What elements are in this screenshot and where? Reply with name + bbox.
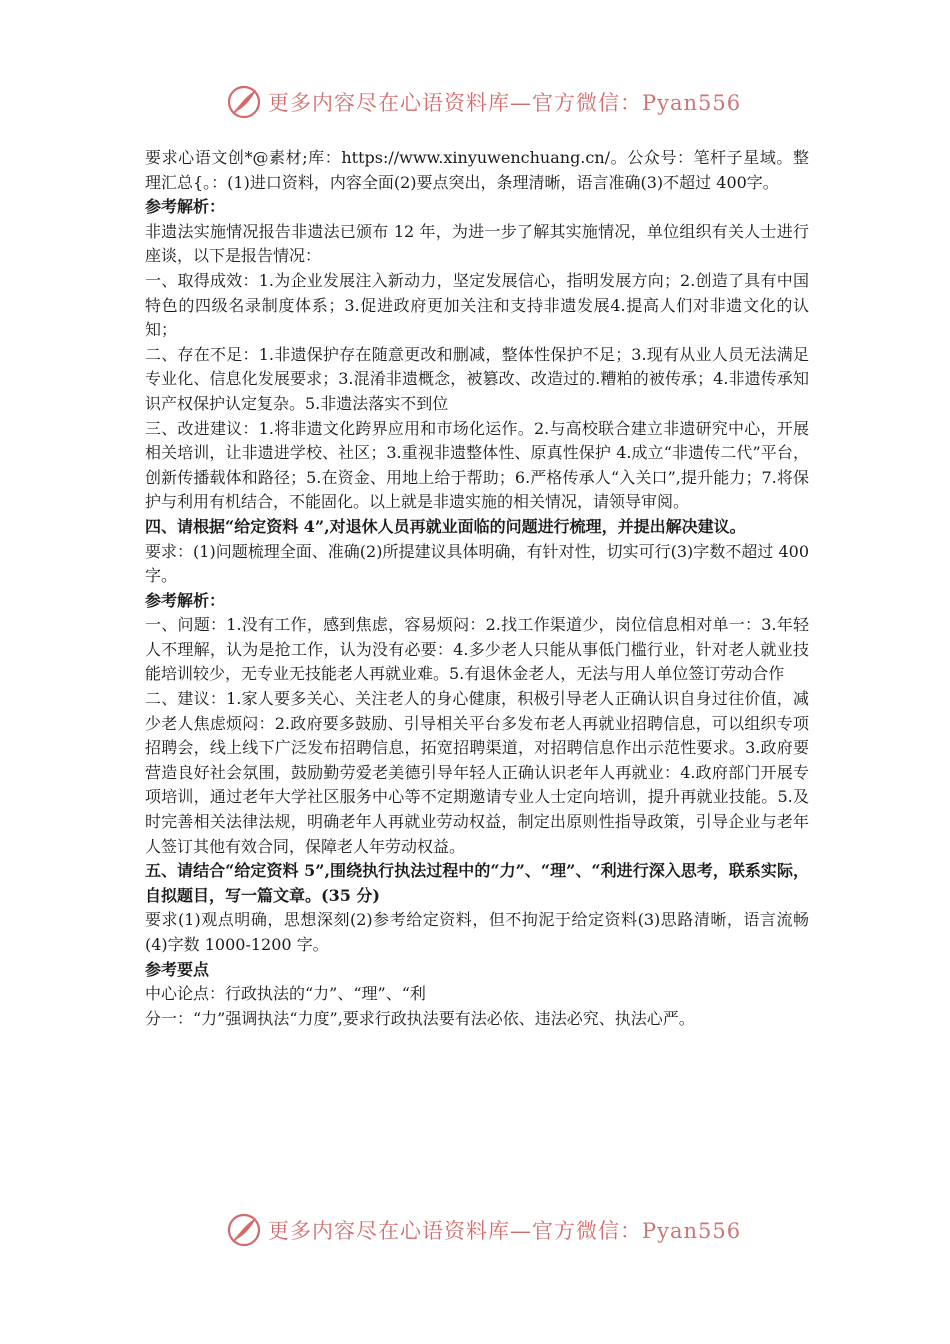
banner-text bbox=[268, 87, 741, 117]
document-body bbox=[145, 146, 809, 1031]
question-4-requirements: 要求：(1)问题梳理全面、准确(2)所提建议具体明确，有针对性，切实可行(3)字数不超过 400 字。 bbox=[145, 541, 809, 586]
intro-source: 要求心语文创*@素材;库：https://www.xinyuwenchuang.cn/。公众号：笔杆子星域。整理汇总{。：(1)进口资料，内容全面(2)要点突出，条理清晰，语言准确(3)不超过 400字。 bbox=[145, 148, 809, 192]
banner-brand-text: 更多内容尽在心语资料库—官方微信： bbox=[268, 91, 642, 115]
header-banner bbox=[226, 84, 746, 120]
banner-wechat-id: Pyan556 bbox=[642, 91, 742, 115]
point-1-paragraph: 分一：“力”强调执法“力度”,要求行政执法要有法必依、违法必究、执法心严。 bbox=[145, 1008, 695, 1028]
question-5-title: 五、请结合“给定资料 5”,围绕执行执法过程中的“力”、“理”、“利进行深入思考，联系实际，自拟题目，写一篇文章。(35 分) bbox=[145, 861, 809, 905]
advice-paragraph: 二、建议：1.家人要多关心、关注老人的身心健康，积极引导老人正确认识自身过往价值，减少老人焦虑烦闷：2.政府要多鼓励、引导相关平台多发布老人再就业招聘信息，可以组织专项招聘会，线上线下广泛发布招聘信息，拓宽招聘渠道，对招聘信息作出示范性要求。3.政府要营造良好社会氛围，鼓励勤劳爱老美德引导年轻人正确认识老年人再就业：4.政府部门开展专项培训，通过老年大学社区服务中心等不定期邀请专业人士定向培训，提升再就业技能。5.及时完善相关法律法规，明确老年人再就业劳动权益，制定出原则性指导政策，引导企业与老年人签订其他有效合同，保障老人年劳动权益。 bbox=[145, 689, 809, 856]
question-5-requirements: 要求(1)观点明确，思想深刻(2)参考给定资料，但不拘泥于给定资料(3)思路清晰，语言流畅(4)字数 1000-1200 字。 bbox=[145, 910, 809, 954]
quill-logo-icon bbox=[226, 1212, 262, 1248]
achievements-paragraph: 一、取得成效：1.为企业发展注入新动力，坚定发展信心，指明发展方向；2.创造了具有中国特色的四级名录制度体系；3.促进政府更加关注和支持非遗发展4.提高人们对非遗文化的认知； bbox=[145, 270, 809, 340]
thesis-paragraph: 中心论点：行政执法的“力”、“理”、“利 bbox=[145, 984, 426, 1004]
ref-analysis-heading-1: 参考解析： bbox=[145, 197, 226, 217]
problems-paragraph: 一、问题：1.没有工作，感到焦虑，容易烦闷：2.找工作渠道少，岗位信息相对单一：3.年轻人不理解，认为是抢工作，认为没有必要：4.多少老人只能从事低门槛行业，针对老人就业技能培训较少，无专业无技能老人再就业难。5.有退休金老人，无法与用人单位签订劳动合作 bbox=[145, 615, 809, 684]
ref-analysis-heading-2: 参考解析： bbox=[145, 590, 226, 610]
shortcomings-paragraph: 二、存在不足：1.非遗保护存在随意更改和删减，整体性保护不足；3.现有从业人员无法满足专业化、信息化发展要求；3.混淆非遗概念，被篡改、改造过的.糟粕的被传承；4.非遗传承知识产权保护认定复杂。5.非遗法落实不到位 bbox=[145, 344, 809, 413]
banner-text bbox=[268, 1215, 741, 1245]
suggestions-paragraph: 三、改进建议：1.将非遗文化跨界应用和市场化运作。2.与高校联合建立非遗研究中心，开展相关培训，让非遗进学校、社区；3.重视非遗整体性、原真性保护 4.成立“非遗传二代”平台，创新传播载体和路径；5.在资金、用地上给于帮助；6.严格传承人“入关口”,提升能力；7.将保护与利用有机结合，不能固化。以上就是非遗实施的相关情况，请领导审阅。 bbox=[145, 418, 809, 512]
ref-points-heading: 参考要点 bbox=[145, 959, 210, 979]
banner-brand-text: 更多内容尽在心语资料库—官方微信： bbox=[268, 1219, 642, 1243]
question-4-title: 四、请根据“给定资料 4”,对退休人员再就业面临的问题进行梳理，并提出解决建议。 bbox=[145, 516, 746, 536]
footer-banner bbox=[226, 1212, 746, 1248]
banner-wechat-id: Pyan556 bbox=[642, 1219, 742, 1243]
report-intro-paragraph: 非遗法实施情况报告非遗法已颁布 12 年，为进一步了解其实施情况，单位组织有关人士进行座谈，以下是报告情况： bbox=[145, 221, 809, 266]
quill-logo-icon bbox=[226, 84, 262, 120]
